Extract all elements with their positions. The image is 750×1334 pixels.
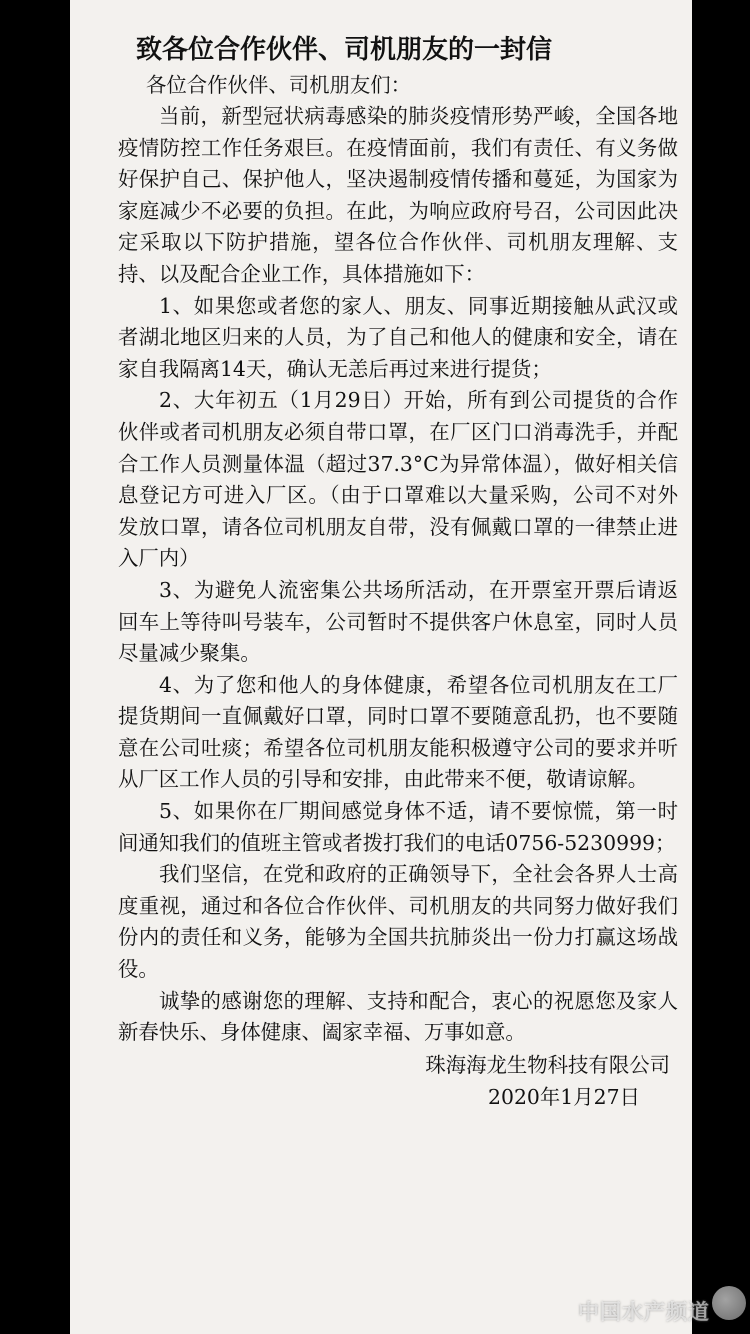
watermark-text: 中国水产频道: [578, 1300, 710, 1324]
letter-salutation: 各位合作伙伴、司机朋友们：: [146, 73, 412, 97]
letter-body: [118, 34, 678, 1113]
paragraph-measure-4: 4、为了您和他人的身体健康，希望各位司机朋友在工厂提货期间一直佩戴好口罩，同时口罩不要随意乱扔，也不要随意在公司吐痰；希望各位司机朋友能积极遵守公司的要求并听从厂区工作人员的引导和安排，由此带来不便，敬请谅解。: [118, 672, 678, 792]
letter-paper: [70, 0, 692, 1334]
paragraph-measure-2: 2、大年初五（1月29日）开始，所有到公司提货的合作伙伴或者司机朋友必须自带口罩，在厂区门口消毒洗手，并配合工作人员测量体温（超过37.3°C为异常体温），做好相关信息登记方可进入厂区。（由于口罩难以大量采购，公司不对外发放口罩，请各位司机朋友自带，没有佩戴口罩的一律禁止进入厂内）: [118, 388, 678, 571]
letter-title: 致各位合作伙伴、司机朋友的一封信: [136, 35, 553, 65]
paragraph-thanks: 诚挚的感谢您的理解、支持和配合，衷心的祝愿您及家人新春快乐、身体健康、阖家幸福、万事如意。: [118, 988, 678, 1045]
paragraph-intro: 当前，新型冠状病毒感染的肺炎疫情形势严峻，全国各地疫情防控工作任务艰巨。在疫情面前，我们有责任、有义务做好保护自己、保护他人，坚决遏制疫情传播和蔓延，为国家为家庭减少不必要的负担。在此，为响应政府号召，公司因此决定采取以下防护措施，望各位合作伙伴、司机朋友理解、支持、以及配合企业工作，具体措施如下：: [118, 104, 678, 286]
paragraph-belief: 我们坚信，在党和政府的正确领导下，全社会各界人士高度重视，通过和各位合作伙伴、司机朋友的共同努力做好我们份内的责任和义务，能够为全国共抗肺炎出一份力打赢这场战役。: [118, 862, 678, 982]
paragraph-measure-3: 3、为避免人流密集公共场所活动，在开票室开票后请返回车上等待叫号装车，公司暂时不提供客户休息室，同时人员尽量减少聚集。: [118, 577, 678, 666]
watermark-logo-icon: [712, 1286, 746, 1320]
paragraph-measure-5: 5、如果你在厂期间感觉身体不适，请不要惊慌，第一时间通知我们的值班主管或者拨打我们的电话0756-5230999；: [118, 799, 678, 855]
signature-date: 2020年1月27日: [488, 1084, 640, 1109]
paragraph-measure-1: 1、如果您或者您的家人、朋友、同事近期接触从武汉或者湖北地区归来的人员，为了自己和他人的健康和安全，请在家自我隔离14天，确认无恙后再过来进行提货；: [118, 293, 678, 381]
signature-company: 珠海海龙生物科技有限公司: [425, 1052, 670, 1077]
